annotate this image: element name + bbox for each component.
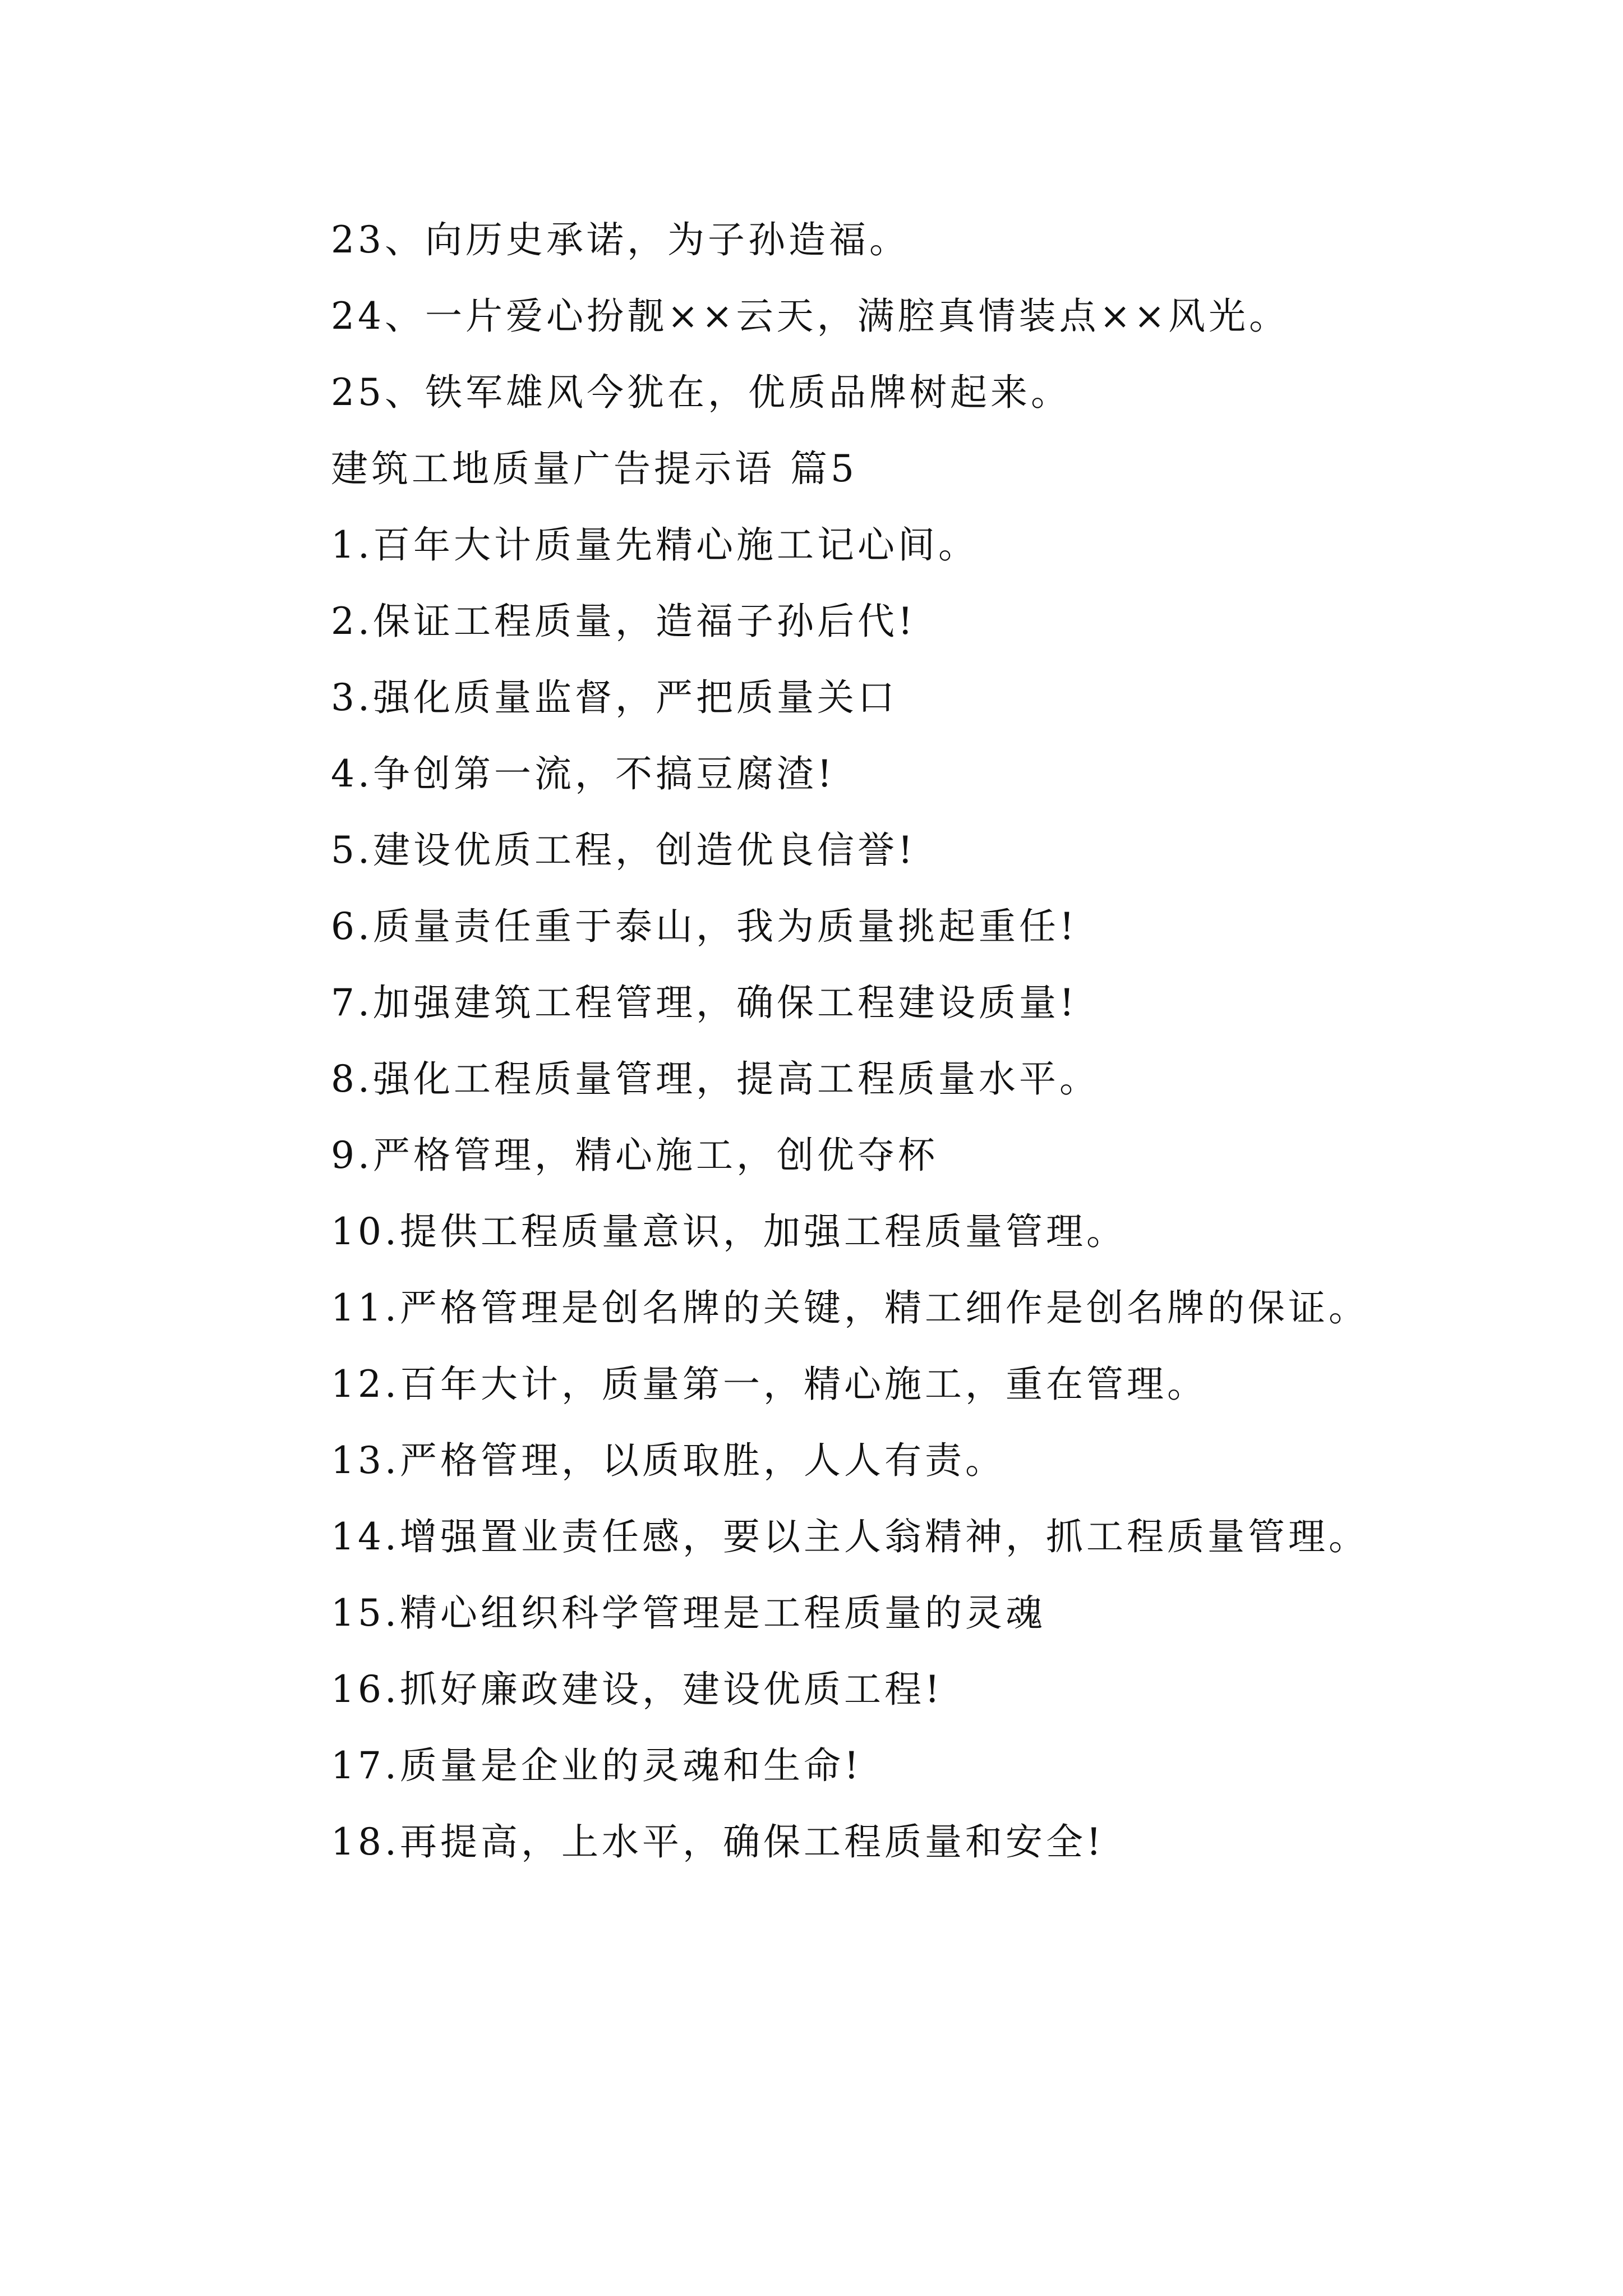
slogan-9: 9.严格管理，精心施工，创优夺杯 [331, 1134, 938, 1177]
slogan-1: 1.百年大计质量先精心施工记心间。 [331, 523, 979, 567]
slogan-17: 17.质量是企业的灵魂和生命! [331, 1744, 863, 1787]
slogan-12: 12.百年大计，质量第一，精心施工，重在管理。 [331, 1363, 1207, 1406]
slogan-16: 16.抓好廉政建设，建设优质工程! [331, 1668, 943, 1711]
slogan-7: 7.加强建筑工程管理，确保工程建设质量! [331, 981, 1078, 1024]
slogan-23: 23、向历史承诺，为子孙造福。 [331, 218, 910, 261]
section-heading: 建筑工地质量广告提示语 篇5 [331, 447, 857, 490]
slogan-14: 14.增强置业责任感，要以主人翁精神，抓工程质量管理。 [331, 1515, 1369, 1558]
slogan-25: 25、铁军雄风今犹在，优质品牌树起来。 [331, 371, 1071, 414]
slogan-8: 8.强化工程质量管理，提高工程质量水平。 [331, 1057, 1100, 1101]
slogan-18: 18.再提高，上水平，确保工程质量和安全! [331, 1820, 1105, 1864]
slogan-5: 5.建设优质工程，创造优良信誉! [331, 829, 916, 872]
slogan-4: 4.争创第一流，不搞豆腐渣! [331, 752, 836, 795]
slogan-10: 10.提供工程质量意识，加强工程质量管理。 [331, 1210, 1127, 1253]
slogan-15: 15.精心组织科学管理是工程质量的灵魂 [331, 1591, 1046, 1635]
slogan-6: 6.质量责任重于泰山，我为质量挑起重任! [331, 905, 1078, 948]
slogan-11: 11.严格管理是创名牌的关键，精工细作是创名牌的保证。 [331, 1286, 1369, 1329]
slogan-2: 2.保证工程质量，造福子孙后代! [331, 600, 916, 643]
slogan-13: 13.严格管理，以质取胜，人人有责。 [331, 1439, 1006, 1482]
slogan-3: 3.强化质量监督，严把质量关口 [331, 676, 898, 719]
document-body [247, 202, 1436, 1880]
slogan-24: 24、一片爱心扮靓××云天，满腔真情装点××风光。 [331, 295, 1290, 338]
